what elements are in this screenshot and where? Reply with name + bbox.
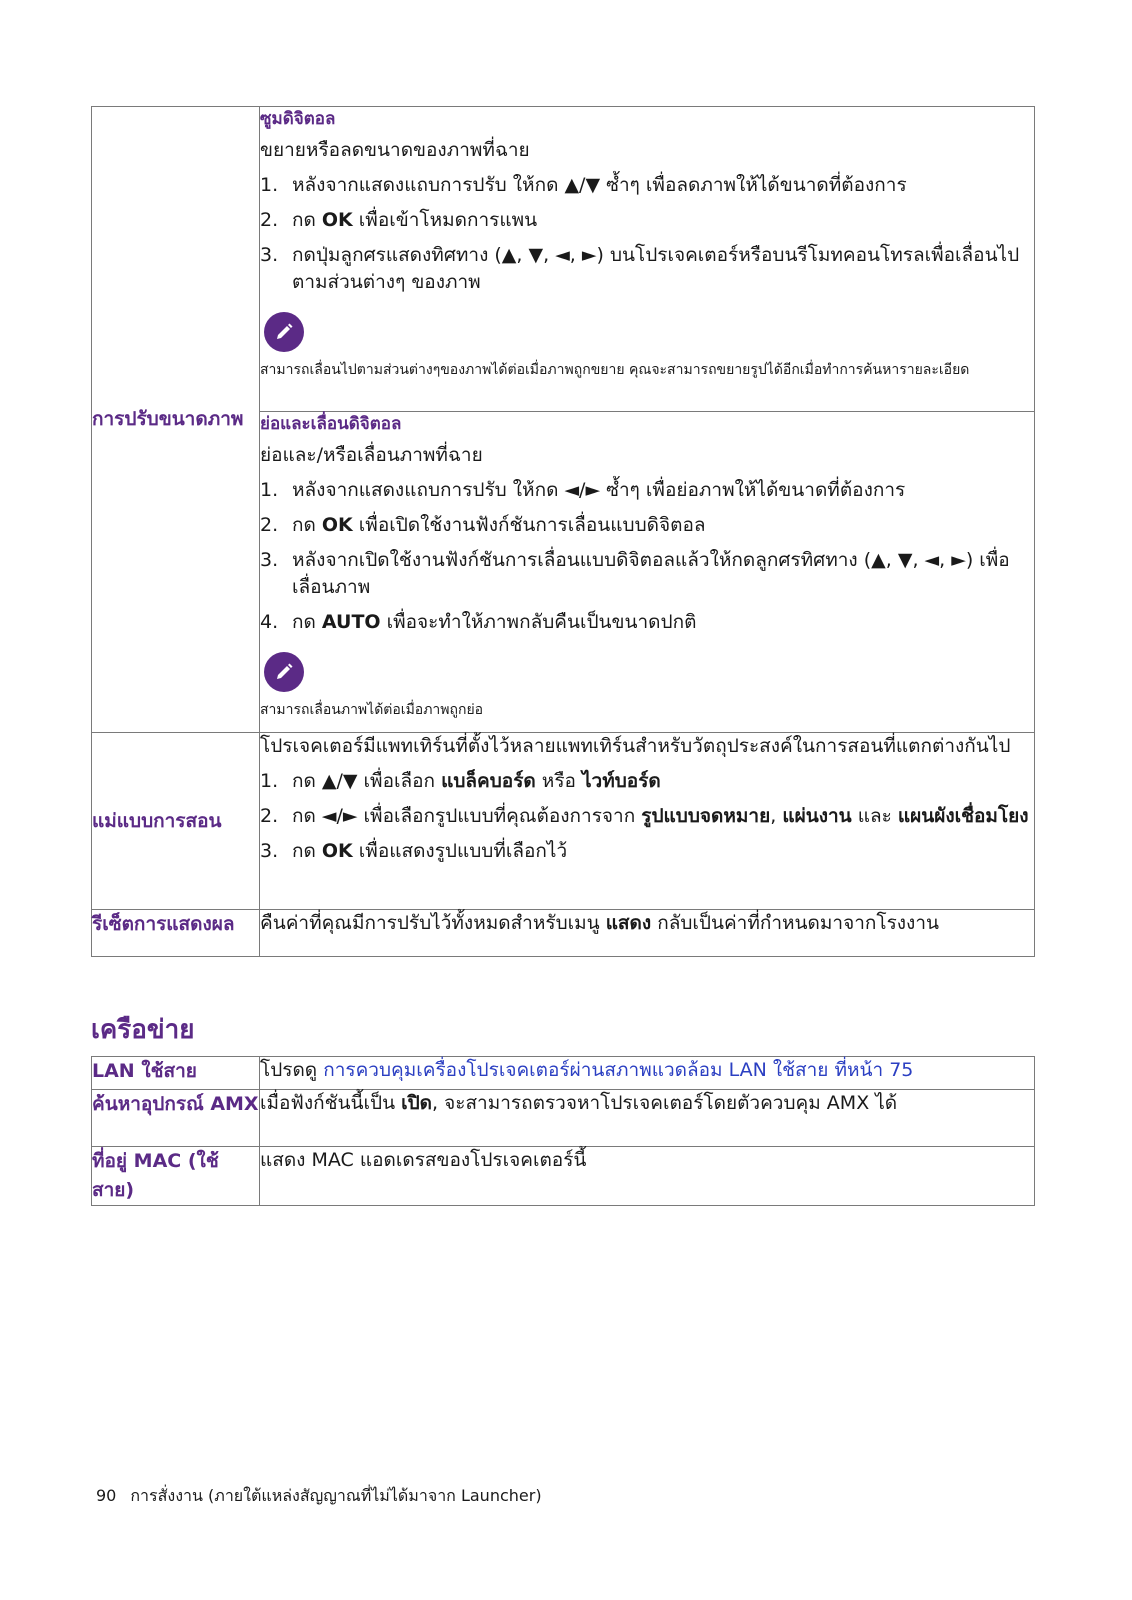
list-item: 1. หลังจากแสดงแถบการปรับ ให้กด ◄/► ซ้ำๆ เพื่อย่อภาพให้ได้ขนาดที่ต้องการ <box>260 479 906 501</box>
digital-zoom-cell <box>260 107 1035 412</box>
pencil-icon <box>264 652 304 692</box>
digital-zoom-steps <box>260 172 1034 296</box>
list-item: 1. กด ▲/▼ เพื่อเลือก แบล็คบอร์ด หรือ ไวท์บอร์ด <box>260 770 661 792</box>
page-number: 90 <box>96 1486 117 1505</box>
teaching-template-cell <box>260 733 1035 910</box>
digital-shrink-cell <box>260 412 1035 733</box>
list-item: 2. กด OK เพื่อเปิดใช้งานฟังก์ชันการเลื่อนแบบดิจิตอล <box>260 514 706 536</box>
digital-zoom-note: สามารถเลื่อนไปตามส่วนต่างๆของภาพได้ต่อเมื่อภาพถูกขยาย คุณจะสามารถขยายรูปได้อีกเมื่อทำการค้นหารายละเอียด <box>260 362 970 378</box>
list-item: 3. กดปุ่มลูกศรแสดงทิศทาง (▲, ▼, ◄, ►) บนโปรเจคเตอร์หรือบนรีโมทคอนโทรลเพื่อเลื่อนไปตามส่วนต่างๆ ของภาพ <box>260 244 1020 293</box>
table-row <box>92 107 1035 412</box>
list-item: 1. หลังจากแสดงแถบการปรับ ให้กด ▲/▼ ซ้ำๆ เพื่อลดภาพให้ได้ขนาดที่ต้องการ <box>260 174 907 196</box>
table-row <box>92 1090 1035 1147</box>
mac-cell: แสดง MAC แอดเดรสของโปรเจคเตอร์นี้ <box>260 1147 1035 1206</box>
table-row <box>92 1057 1035 1090</box>
lan-page-link[interactable]: การควบคุมเครื่องโปรเจคเตอร์ผ่านสภาพแวดล้อม LAN ใช้สาย ที่หน้า 75 <box>323 1059 914 1081</box>
teaching-template-steps <box>260 768 1034 865</box>
footer-text: การสั่งงาน (ภายใต้แหล่งสัญญาณที่ไม่ได้มาจาก Launcher) <box>130 1486 542 1505</box>
pencil-icon <box>264 312 304 352</box>
row-label-amx: ค้นหาอุปกรณ์ AMX <box>92 1090 260 1147</box>
row-label-reset-display: รีเซ็ตการแสดงผล <box>92 910 260 957</box>
digital-zoom-desc: ขยายหรือลดขนาดของภาพที่ฉาย <box>260 139 530 161</box>
table-row <box>92 1147 1035 1206</box>
row-label-mac: ที่อยู่ MAC (ใช้สาย) <box>92 1147 260 1206</box>
page-footer <box>96 1484 542 1509</box>
digital-zoom-title: ซูมดิจิตอล <box>260 109 336 129</box>
list-item: 4. กด AUTO เพื่อจะทำให้ภาพกลับคืนเป็นขนาดปกติ <box>260 611 697 633</box>
table-row <box>92 733 1035 910</box>
section-heading-network: เครือข่าย <box>91 1015 195 1045</box>
lan-cell: โปรดดู การควบคุมเครื่องโปรเจคเตอร์ผ่านสภาพแวดล้อม LAN ใช้สาย ที่หน้า 75 <box>260 1057 1035 1090</box>
list-item: 3. หลังจากเปิดใช้งานฟังก์ชันการเลื่อนแบบดิจิตอลแล้วให้กดลูกศรทิศทาง (▲, ▼, ◄, ►) เพื่อเลื่อนภาพ <box>260 549 1010 598</box>
row-label-teaching-template: แม่แบบการสอน <box>92 733 260 910</box>
teaching-template-desc: โปรเจคเตอร์มีแพทเทิร์นที่ตั้งไว้หลายแพทเทิร์นสำหรับวัตถุประสงค์ในการสอนที่แตกต่างกันไป <box>260 735 1011 757</box>
digital-shrink-title: ย่อและเลื่อนดิจิตอล <box>260 414 402 434</box>
digital-shrink-steps <box>260 477 1034 636</box>
list-item: 3. กด OK เพื่อแสดงรูปแบบที่เลือกไว้ <box>260 840 568 862</box>
settings-table-network <box>91 1056 1035 1206</box>
settings-table-display <box>91 106 1035 957</box>
amx-cell: เมื่อฟังก์ชันนี้เป็น เปิด, จะสามารถตรวจหาโปรเจคเตอร์โดยตัวควบคุม AMX ได้ <box>260 1090 1035 1147</box>
row-label-lan: LAN ใช้สาย <box>92 1057 260 1090</box>
table-row <box>92 910 1035 957</box>
row-label-image-adjust: การปรับขนาดภาพ <box>92 107 260 733</box>
digital-shrink-desc: ย่อและ/หรือเลื่อนภาพที่ฉาย <box>260 444 483 466</box>
digital-shrink-note: สามารถเลื่อนภาพได้ต่อเมื่อภาพถูกย่อ <box>260 702 484 718</box>
reset-display-cell: คืนค่าที่คุณมีการปรับไว้ทั้งหมดสำหรับเมนู แสดง กลับเป็นค่าที่กำหนดมาจากโรงงาน <box>260 910 1035 957</box>
list-item: 2. กด OK เพื่อเข้าโหมดการแพน <box>260 209 538 231</box>
list-item: 2. กด ◄/► เพื่อเลือกรูปแบบที่คุณต้องการจาก รูปแบบจดหมาย, แผ่นงาน และ แผนผังเชื่อมโยง <box>260 805 1029 827</box>
